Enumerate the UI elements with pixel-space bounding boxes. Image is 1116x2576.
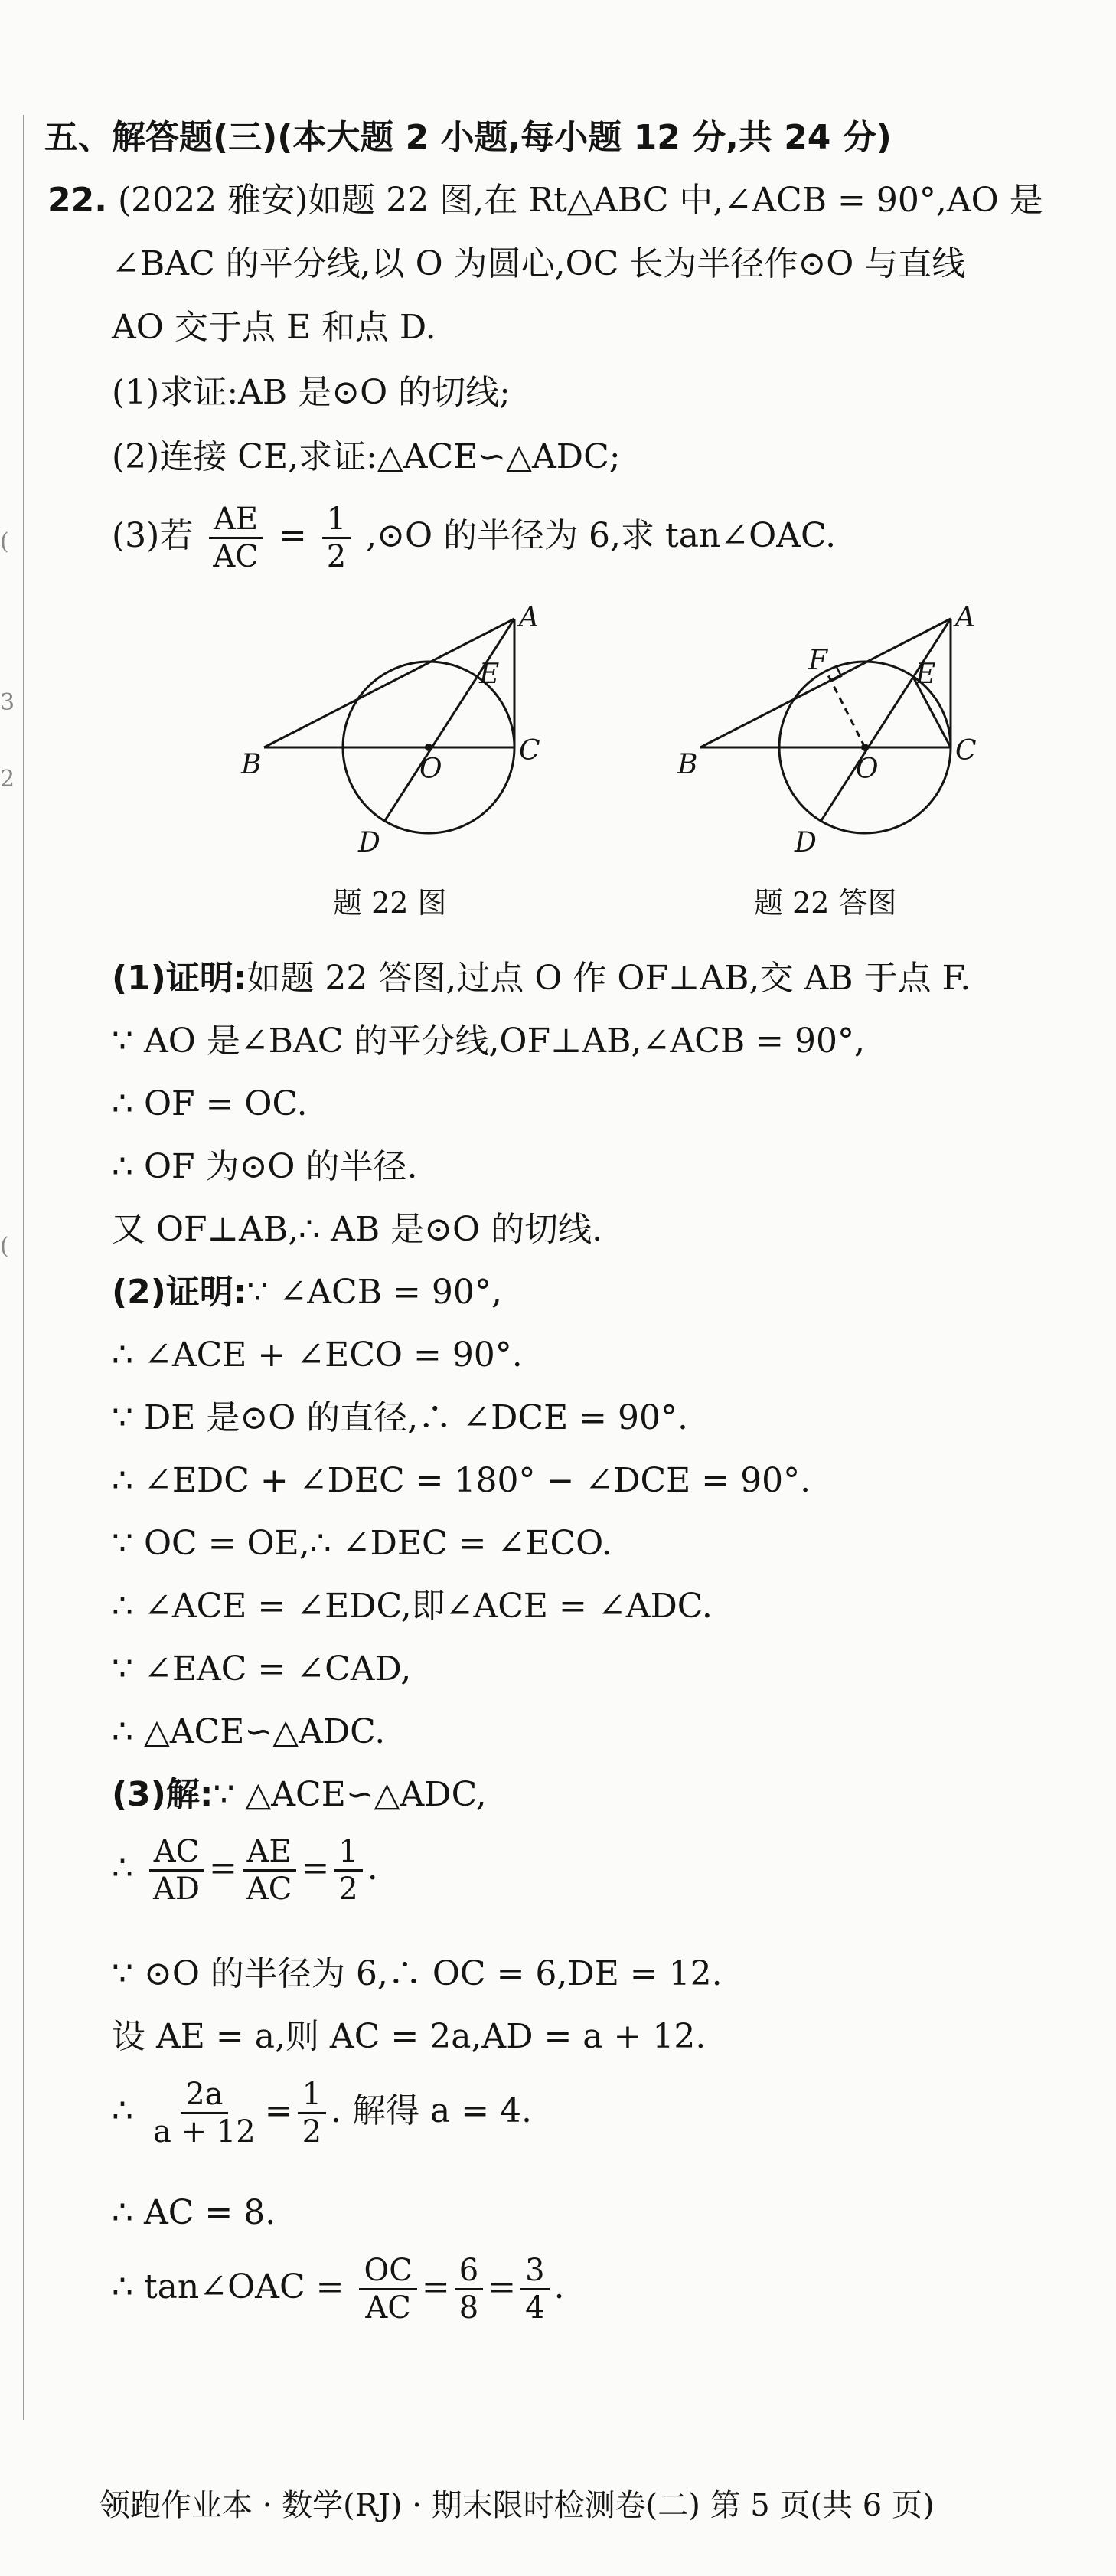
part-3	[112, 502, 836, 574]
equals-sign: =	[278, 516, 307, 555]
label-a: A	[955, 602, 975, 633]
binding-margin-line	[23, 115, 24, 2420]
numerator: AE	[243, 1834, 296, 1872]
label-o: O	[419, 754, 442, 785]
part-3-prefix: (3)若	[112, 516, 194, 555]
problem-line-1	[47, 178, 1043, 224]
fraction	[208, 502, 263, 574]
solution-3-text: ∵ △ACE∽△ADC,	[213, 1775, 487, 1814]
margin-mark: 3	[0, 689, 15, 716]
figure-22-answer-caption: 题 22 答图	[754, 886, 897, 920]
solution-3-line-2: ∴ $\frac{AC}{AD}$ = $\frac{AE}{AC}$ = $\frac{1}{2}$ .	[112, 1834, 378, 1907]
numerator: 1	[298, 2077, 326, 2114]
numerator: 6	[455, 2253, 483, 2290]
label-e: E	[915, 659, 936, 690]
solution-3-line-3: ∵ ⊙O 的半径为 6,∴ OC = 6,DE = 12.	[112, 1954, 723, 1993]
solution-1-line-3: ∴ OF = OC.	[112, 1084, 308, 1123]
label-a: A	[519, 602, 539, 633]
segment-ab	[700, 619, 951, 747]
segment-ab	[264, 619, 514, 747]
numerator: AE	[209, 502, 263, 539]
fraction	[520, 2253, 549, 2326]
solution-2-line-5: ∵ OC = OE,∴ ∠DEC = ∠ECO.	[112, 1524, 612, 1563]
solution-2-label: (2)证明:	[112, 1273, 247, 1312]
denominator: a + 12	[153, 2114, 256, 2149]
solution-2-line-8: ∴ △ACE∽△ADC.	[112, 1712, 386, 1751]
center-dot	[425, 744, 432, 751]
fraction	[298, 2077, 326, 2149]
fraction	[334, 1834, 362, 1907]
fraction	[148, 1834, 204, 1907]
problem-number: 22.	[47, 181, 107, 220]
figure-22-caption: 题 22 图	[333, 886, 447, 920]
figure-22-answer	[674, 597, 995, 858]
solution-1-line-2: ∵ AO 是∠BAC 的平分线,OF⊥AB,∠ACB = 90°,	[112, 1022, 865, 1061]
tan-expression: ∴ tan∠OAC =	[112, 2267, 344, 2306]
page-footer: 领跑作业本 · 数学(RJ) · 期末限时检测卷(二) 第 5 页(共 6 页)	[100, 2488, 935, 2523]
solution-3-line-5: ∴ $\frac{2a}{a + 12}$ = $\frac{1}{2}$ . 解得 a = 4.	[112, 2077, 533, 2149]
fraction	[322, 502, 351, 574]
solution-3-line-5-suffix: . 解得 a = 4.	[331, 2091, 533, 2130]
denominator: 4	[525, 2290, 545, 2326]
solution-2-line-6: ∴ ∠ACE = ∠EDC,即∠ACE = ∠ADC.	[112, 1587, 713, 1626]
fraction	[148, 2077, 260, 2149]
solution-2-line-2: ∴ ∠ACE + ∠ECO = 90°.	[112, 1335, 523, 1375]
solution-3-line-1	[112, 1772, 487, 1818]
part-3-suffix: ,⊙O 的半径为 6,求 tan∠OAC.	[366, 516, 837, 555]
solution-2-text: ∵ ∠ACB = 90°,	[246, 1273, 502, 1312]
denominator: 2	[302, 2114, 322, 2149]
solution-3-line-4: 设 AE = a,则 AC = 2a,AD = a + 12.	[112, 2017, 706, 2056]
solution-2-line-3: ∵ DE 是⊙O 的直径,∴ ∠DCE = 90°.	[112, 1398, 689, 1437]
segment-ad	[821, 619, 951, 822]
margin-mark: 2	[0, 766, 15, 793]
problem-line-2: ∠BAC 的平分线,以 O 为圆心,OC 长为半径作⊙O 与直线	[112, 244, 966, 283]
numerator: OC	[359, 2253, 416, 2290]
denominator: AC	[246, 1872, 292, 1907]
solution-2-line-4: ∴ ∠EDC + ∠DEC = 180° − ∠DCE = 90°.	[112, 1461, 811, 1500]
segment-ad	[384, 619, 514, 822]
numerator: AC	[149, 1834, 204, 1872]
solution-1-line-1	[112, 956, 971, 1002]
section-title: 五、解答题(三)(本大题 2 小题,每小题 12 分,共 24 分)	[44, 118, 892, 157]
solution-1-line-4: ∴ OF 为⊙O 的半径.	[112, 1147, 418, 1186]
solution-1-text: 如题 22 答图,过点 O 作 OF⊥AB,交 AB 于点 F.	[246, 959, 971, 998]
label-b: B	[677, 749, 698, 780]
denominator: 2	[326, 539, 347, 574]
solution-2-line-7: ∵ ∠EAC = ∠CAD,	[112, 1649, 412, 1688]
margin-mark: (	[0, 1233, 9, 1260]
part-2: (2)连接 CE,求证:△ACE∽△ADC;	[112, 437, 621, 476]
therefore-symbol: ∴	[112, 1849, 133, 1888]
label-b: B	[241, 749, 262, 780]
segment-of-dashed	[826, 671, 865, 747]
numerator: 1	[334, 1834, 362, 1872]
figure-22	[237, 597, 559, 858]
label-d: D	[358, 827, 380, 858]
problem-line-3: AO 交于点 E 和点 D.	[112, 308, 436, 347]
period: .	[367, 1849, 378, 1888]
label-e: E	[479, 659, 500, 690]
center-dot	[861, 744, 869, 751]
fraction	[359, 2253, 416, 2326]
therefore-symbol: ∴	[112, 2091, 133, 2130]
denominator: AC	[365, 2290, 411, 2326]
part-1: (1)求证:AB 是⊙O 的切线;	[112, 373, 511, 412]
fraction	[455, 2253, 483, 2326]
problem-text: (2022 雅安)如题 22 图,在 Rt△ABC 中,∠ACB = 90°,AO 是	[117, 181, 1043, 220]
fraction	[242, 1834, 297, 1907]
solution-3-line-6: ∴ AC = 8.	[112, 2193, 276, 2232]
label-o: O	[856, 754, 879, 785]
period: .	[553, 2267, 565, 2306]
denominator: AD	[153, 1872, 200, 1907]
solution-1-line-5: 又 OF⊥AB,∴ AB 是⊙O 的切线.	[112, 1210, 603, 1249]
margin-mark: (	[0, 528, 9, 555]
label-d: D	[795, 827, 817, 858]
denominator: 8	[458, 2290, 479, 2326]
denominator: AC	[213, 539, 259, 574]
numerator: 1	[322, 502, 351, 539]
label-c: C	[519, 735, 540, 767]
label-f: F	[808, 645, 827, 676]
solution-3-label: (3)解:	[112, 1775, 214, 1814]
solution-3-line-7: ∴ tan∠OAC = $\frac{OC}{AC}$ = $\frac{6}{8}$ = $\frac{3}{4}$ .	[112, 2253, 565, 2326]
solution-2-line-1	[112, 1270, 502, 1316]
solution-1-label: (1)证明:	[112, 959, 247, 998]
denominator: 2	[338, 1872, 358, 1907]
numerator: 3	[520, 2253, 549, 2290]
label-c: C	[955, 735, 977, 767]
numerator: 2a	[181, 2077, 227, 2114]
